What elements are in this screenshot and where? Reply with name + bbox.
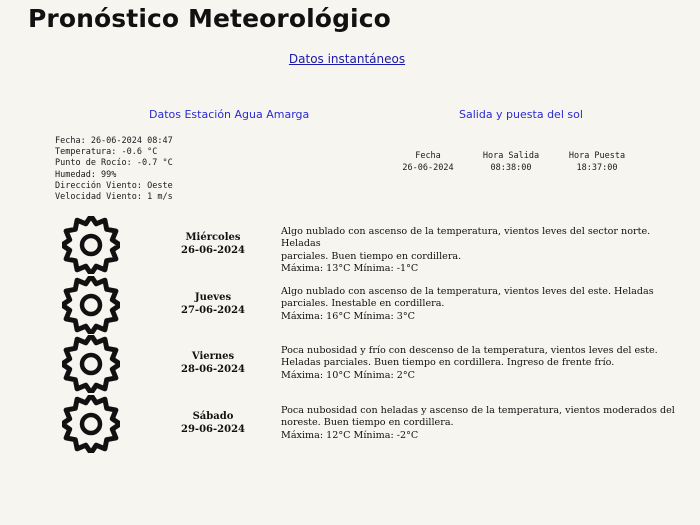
forecast-day	[158, 232, 268, 257]
forecast-date: 28-06-2024	[181, 363, 245, 375]
forecast-row	[0, 276, 700, 336]
forecast-desc-line: parciales. Buen tiempo en cordillera.	[281, 250, 462, 262]
instant-data-link-wrap	[0, 52, 694, 66]
forecast-description	[281, 405, 676, 442]
forecast-date: 26-06-2024	[181, 244, 245, 256]
sun-header-sunrise: Hora Salida	[482, 151, 540, 161]
station-wind-speed: Velocidad Viento: 1 m/s	[55, 192, 173, 203]
forecast-date: 29-06-2024	[181, 423, 245, 435]
forecast-day-name: Sábado	[192, 411, 234, 422]
station-date: Fecha: 26-06-2024 08:47	[55, 136, 173, 146]
sun-icon	[62, 395, 120, 453]
forecast-desc-line: Heladas parciales. Buen tiempo en cordillera. Ingreso de frente frío.	[281, 357, 615, 369]
forecast-temps: Máxima: 13°C Mínima: -1°C	[281, 263, 419, 275]
forecast-desc-line: Poca nubosidad y frío con descenso de la temperatura, vientos leves del este.	[281, 345, 658, 356]
sun-icon	[62, 335, 120, 393]
forecast-temps: Máxima: 16°C Mínima: 3°C	[281, 310, 415, 322]
instant-data-link[interactable]: Datos instantáneos	[288, 52, 406, 66]
sun-value-sunset: 18:37:00	[576, 162, 618, 173]
forecast-row	[0, 216, 700, 276]
page-title: Pronóstico Meteorológico	[28, 4, 391, 33]
forecast-row	[0, 395, 700, 455]
station-dew-point: Punto de Rocío: -0.7 °C	[55, 158, 173, 169]
forecast-desc-line: Algo nublado con ascenso de la temperatura, vientos leves del sector norte. Heladas	[281, 226, 651, 250]
forecast-description	[281, 226, 676, 276]
sun-heading: Salida y puesta del sol	[459, 108, 583, 121]
forecast-description	[281, 345, 676, 382]
forecast-description	[281, 286, 676, 323]
forecast-desc-line: Poca nubosidad con heladas y ascenso de la temperatura, vientos moderados del	[281, 405, 675, 416]
sun-col-date	[383, 151, 473, 174]
sun-value-date: 26-06-2024	[402, 162, 454, 173]
sun-icon	[62, 276, 120, 334]
station-temperature: Temperatura: -0.6 °C	[55, 147, 158, 158]
sun-header-date: Fecha	[415, 151, 441, 161]
forecast-desc-line: Algo nublado con ascenso de la temperatura, vientos leves del este. Heladas	[281, 286, 654, 297]
sun-value-sunrise: 08:38:00	[490, 162, 532, 173]
forecast-day	[158, 292, 268, 317]
sun-header-sunset: Hora Puesta	[568, 151, 626, 161]
forecast-day-name: Jueves	[194, 292, 232, 303]
sun-col-sunrise	[466, 151, 556, 174]
forecast-date: 27-06-2024	[181, 304, 245, 316]
forecast-desc-line: noreste. Buen tiempo en cordillera.	[281, 417, 454, 429]
station-info	[55, 136, 173, 203]
forecast-temps: Máxima: 10°C Mínima: 2°C	[281, 369, 415, 381]
station-heading: Datos Estación Agua Amarga	[149, 108, 310, 121]
forecast-day	[158, 411, 268, 436]
forecast-day-name: Miércoles	[185, 232, 241, 243]
forecast-day	[158, 351, 268, 376]
station-humidity: Humedad: 99%	[55, 169, 117, 180]
sun-icon	[62, 216, 120, 274]
forecast-row	[0, 335, 700, 395]
forecast-desc-line: parciales. Inestable en cordillera.	[281, 298, 445, 310]
sun-col-sunset	[552, 151, 642, 174]
forecast-day-name: Viernes	[191, 351, 235, 362]
forecast-temps: Máxima: 12°C Mínima: -2°C	[281, 429, 419, 441]
station-wind-direction: Dirección Viento: Oeste	[55, 180, 173, 191]
